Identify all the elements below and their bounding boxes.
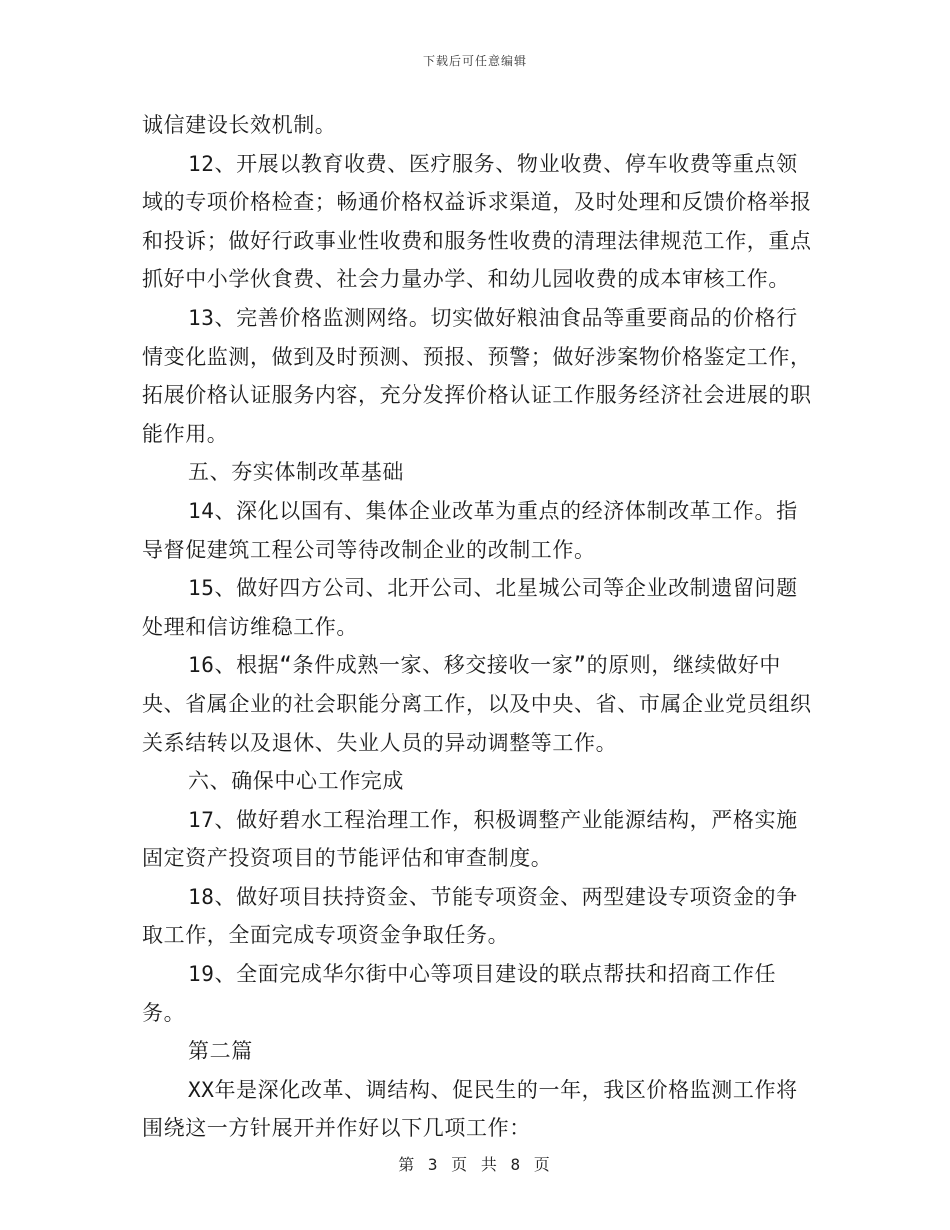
paragraph: 14、深化以国有、集体企业改革为重点的经济体制改革工作。指导督促建筑工程公司等待改制企业的改制工作。 (142, 498, 798, 562)
paragraph: 17、做好碧水工程治理工作，积极调整产业能源结构，严格实施固定资产投资项目的节能评估和审查制度。 (142, 807, 798, 871)
section-heading: 第二篇 (188, 1039, 253, 1064)
paragraph: XX年是深化改革、调结构、促民生的一年，我区价格监测工作将围绕这一方针展开并作好以下几项工作： (142, 1077, 798, 1141)
paragraph: 12、开展以教育收费、医疗服务、物业收费、停车收费等重点领域的专项价格检查；畅通价格权益诉求渠道，及时处理和反馈价格举报和投诉；做好行政事业性收费和服务性收费的清理法律规范工作，重点抓好中小学伙食费、社会力量办学、和幼儿园收费的成本审核工作。 (142, 151, 812, 292)
paragraph: 16、根据“条件成熟一家、移交接收一家”的原则，继续做好中央、省属企业的社会职能分离工作，以及中央、省、市属企业党员组织关系结转以及退休、失业人员的异动调整等工作。 (142, 653, 812, 755)
section-heading: 六、确保中心工作完成 (188, 769, 404, 794)
paragraph: 诚信建设长效机制。 (142, 113, 337, 137)
section-heading: 五、夯实体制改革基础 (188, 460, 404, 485)
paragraph: 15、做好四方公司、北开公司、北星城公司等企业改制遗留问题处理和信访维稳工作。 (142, 576, 798, 639)
paragraph: 19、全面完成华尔街中心等项目建设的联点帮扶和招商工作任务。 (142, 962, 777, 1025)
document-body (142, 106, 814, 1148)
page-number: 第 3 页 共 8 页 (398, 1155, 552, 1174)
page-header-note: 下载后可任意编辑 (422, 54, 527, 68)
paragraph: 18、做好项目扶持资金、节能专项资金、两型建设专项资金的争取工作，全面完成专项资金争取任务。 (142, 884, 798, 948)
paragraph: 13、完善价格监测网络。切实做好粮油食品等重要商品的价格行情变化监测，做到及时预测、预报、预警；做好涉案物价格鉴定工作，拓展价格认证服务内容，充分发挥价格认证工作服务经济社会进展的职能作用。 (142, 305, 812, 446)
